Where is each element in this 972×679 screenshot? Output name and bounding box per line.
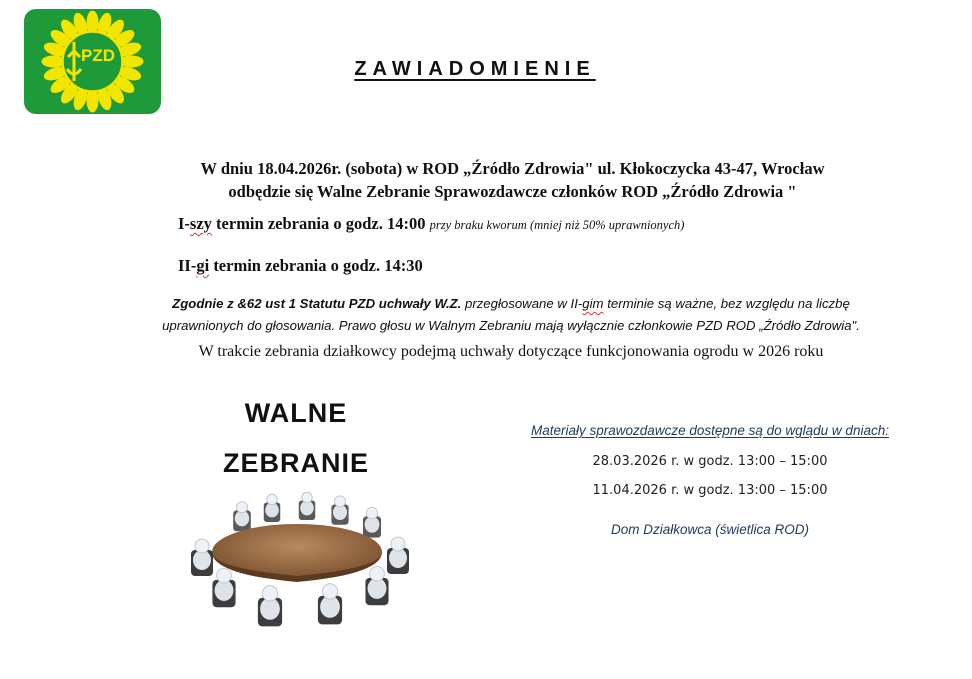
- statute-text-a: przegłosowane w II-: [461, 296, 583, 311]
- term1-main: termin zebrania o godz. 14:00: [211, 214, 426, 233]
- person-head: [236, 502, 247, 513]
- person-head: [217, 568, 232, 583]
- pzd-logo: [24, 9, 161, 114]
- banner-line-1: WALNE: [244, 398, 348, 428]
- page-title: [300, 58, 650, 81]
- term1-note: przy braku kworum (mniej niż 50% uprawnionych): [429, 218, 685, 232]
- resolution-text: W trakcie zebrania działkowcy podejmą uchwały dotyczące funkcjonowania ogrodu w 2026 roku: [198, 343, 824, 360]
- term1-prefix-marked: szy: [189, 214, 212, 233]
- intro-paragraph: [120, 157, 905, 203]
- statute-text-b: terminie są ważne, bez względu na liczbę: [603, 296, 850, 311]
- statute-bold: Zgodnie z &62 ust 1 Statutu PZD uchwały W.Z.: [172, 296, 462, 311]
- statute-line-2: uprawnionych do głosowania. Prawo głosu w Walnym Zebraniu mają wyłącznie członkowie PZD ROD „Źródło Zdrowia".: [162, 318, 860, 333]
- person-head: [302, 492, 313, 503]
- person-head: [335, 496, 346, 507]
- term2-main: termin zebrania o godz. 14:30: [209, 256, 423, 275]
- heading-text: ZAWIADOMIENIE: [354, 58, 596, 80]
- person-head: [262, 586, 277, 601]
- person-head: [391, 537, 405, 551]
- banner-line-2: ZEBRANIE: [222, 448, 369, 478]
- term1-prefix: I-: [178, 214, 190, 233]
- round-table-meeting-icon: [172, 490, 422, 630]
- materials-heading: Materiały sprawozdawcze dostępne są do wglądu w dniach:: [531, 423, 889, 438]
- person-head: [267, 494, 278, 505]
- term2-prefix: II-: [178, 256, 197, 275]
- person-head: [370, 566, 385, 581]
- intro-line-2: odbędzie się Walne Zebranie Sprawozdawcze członków ROD „Źródło Zdrowia ": [228, 182, 797, 201]
- person-head: [195, 539, 209, 553]
- person-head: [366, 507, 377, 518]
- intro-line-1: W dniu 18.04.2026r. (sobota) w ROD „Źródło Zdrowia" ul. Kłokoczycka 43-47, Wrocław: [200, 159, 825, 178]
- materials-date-1: 28.03.2026 r. w godz. 13:00 – 15:00: [592, 454, 828, 469]
- logo-text: PZD: [81, 46, 115, 65]
- sunflower-logo-icon: [24, 9, 161, 114]
- statute-paragraph: [100, 293, 922, 337]
- statute-marked: gim: [582, 296, 604, 311]
- materials-venue: Dom Działkowca (świetlica ROD): [610, 522, 810, 537]
- first-term: [178, 214, 684, 234]
- materials-section: [485, 423, 935, 537]
- meeting-illustration: [172, 490, 422, 630]
- second-term: [178, 256, 423, 276]
- materials-date-2: 11.04.2026 r. w godz. 13:00 – 15:00: [592, 483, 828, 498]
- term2-prefix-marked: gi: [196, 256, 210, 275]
- person-head: [322, 584, 337, 599]
